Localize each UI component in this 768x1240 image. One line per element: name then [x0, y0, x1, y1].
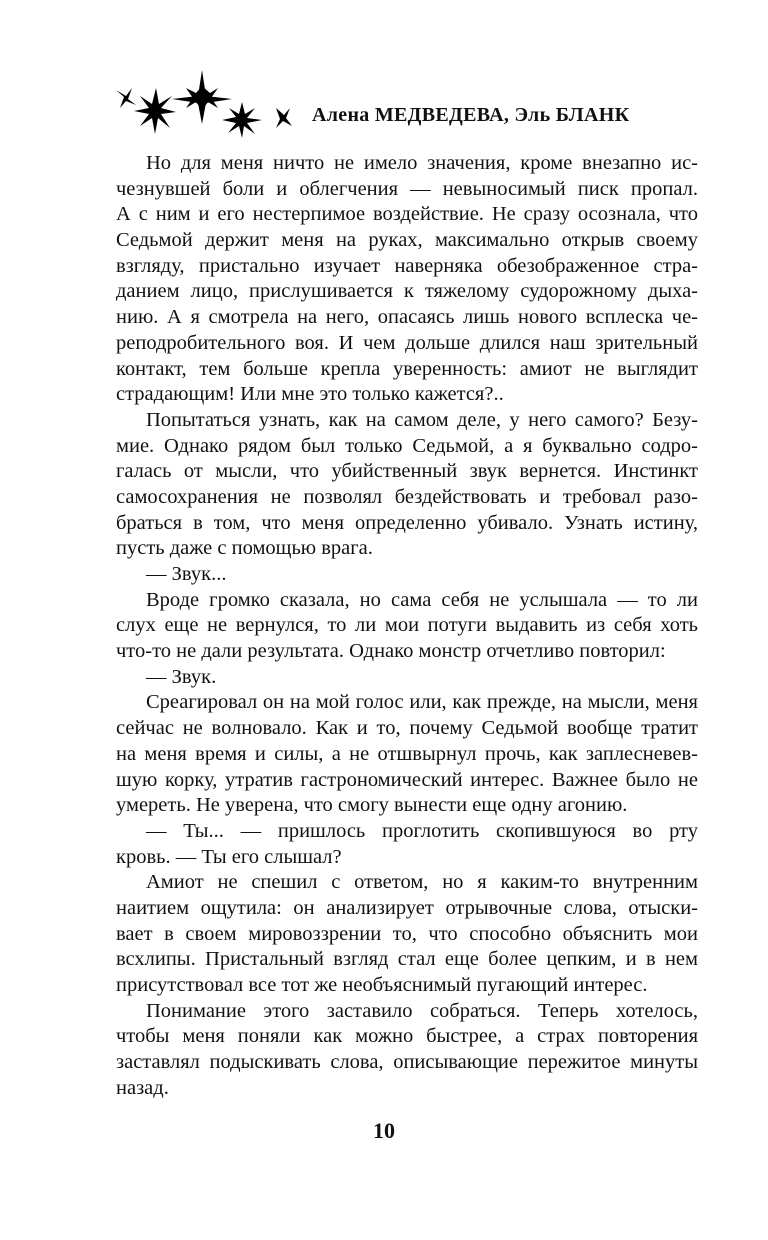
page-body-text — [116, 151, 698, 1101]
text-line: взгляду, пристально изучает наверняка обезображенное стра- — [116, 254, 698, 277]
text-line: браться в том, что меня определенно убивало. Узнать истину, — [116, 511, 698, 534]
text-line: — Звук... — [146, 563, 227, 585]
stars-ornament-icon — [112, 68, 312, 138]
text-line: самосохранения не позволял бездействовать и требовал разо- — [116, 485, 698, 508]
text-line: шую корку, утратив гастрономический интерес. Важнее было не — [116, 768, 698, 791]
text-line: Среагировал он на мой голос или, как прежде, на мысли, меня — [146, 691, 698, 714]
text-line: галась от мысли, что убийственный звук вернется. Инстинкт — [116, 460, 698, 483]
text-line: данием лицо, прислушивается к тяжелому судорожному дыха- — [116, 280, 698, 303]
text-line: Понимание этого заставило собраться. Теперь хотелось, — [146, 999, 698, 1022]
text-line: пусть даже с помощью врага. — [116, 537, 373, 560]
text-line: что-то не дали результата. Однако монстр отчетливо повторил: — [116, 640, 666, 663]
text-line: чтобы меня поняли как можно быстрее, а страх повторения — [116, 1025, 698, 1048]
page-number: 10 — [373, 1118, 395, 1143]
text-line: на меня время и силы, а не отшвырнул прочь, как заплесневев- — [116, 742, 698, 765]
text-line: чезнувшей боли и облегчения — невыносимый писк пропал. — [116, 177, 698, 200]
text-line: слух еще не вернулся, то ли мои потуги выдавить из себя хоть — [116, 614, 698, 637]
text-line: присутствовал все тот же необъяснимый пугающий интерес. — [116, 974, 648, 996]
text-line: реподробительного воя. И чем дольше длился наш зрительный — [116, 331, 698, 354]
text-line: умереть. Не уверена, что смогу вынести еще одну агонию. — [116, 794, 628, 817]
text-line: Амиот не спешил с ответом, но я каким-то внутренним — [146, 871, 698, 894]
text-line: сейчас не волновало. Как и то, почему Седьмой вообще тратит — [116, 717, 698, 740]
running-header — [112, 68, 672, 138]
text-line: — Звук. — [146, 665, 217, 688]
text-line: страдающим! Или мне это только кажется?.. — [116, 383, 504, 406]
text-line: заставлял подыскивать слова, описывающие пережитое минуты — [116, 1051, 698, 1074]
text-line: Вроде громко сказала, но сама себя не услышала — то ли — [146, 588, 698, 611]
text-line: контакт, тем больше крепла уверенность: амиот не выглядит — [116, 357, 698, 380]
text-line: Но для меня ничто не имело значения, кроме внезапно ис- — [146, 152, 698, 174]
text-line: — Ты... — пришлось проглотить скопившуюся во рту — [146, 819, 698, 842]
text-line: наитием ощутила: он анализирует отрывочные слова, отыски- — [116, 896, 698, 919]
text-line: всхлипы. Пристальный взгляд стал еще более цепким, и в нем — [116, 948, 698, 971]
text-line: нию. А я смотрела на него, опасаясь лишь нового всплеска че- — [116, 306, 698, 329]
text-line: вает в своем мировоззрении то, что способно объяснить мои — [116, 922, 698, 945]
text-line: назад. — [116, 1076, 169, 1099]
text-line: Седьмой держит меня на руках, максимально открыв своему — [116, 229, 698, 252]
text-line: кровь. — Ты его слышал? — [116, 845, 342, 868]
author-names: Алена МЕДВЕДЕВА, Эль БЛАНК — [312, 104, 630, 126]
text-line: Попытаться узнать, как на самом деле, у него самого? Безу- — [146, 408, 698, 431]
text-line: А с ним и его нестерпимое воздействие. Не сразу осознала, что — [116, 203, 698, 226]
text-line: мие. Однако рядом был только Седьмой, а я буквально содро- — [116, 434, 698, 457]
